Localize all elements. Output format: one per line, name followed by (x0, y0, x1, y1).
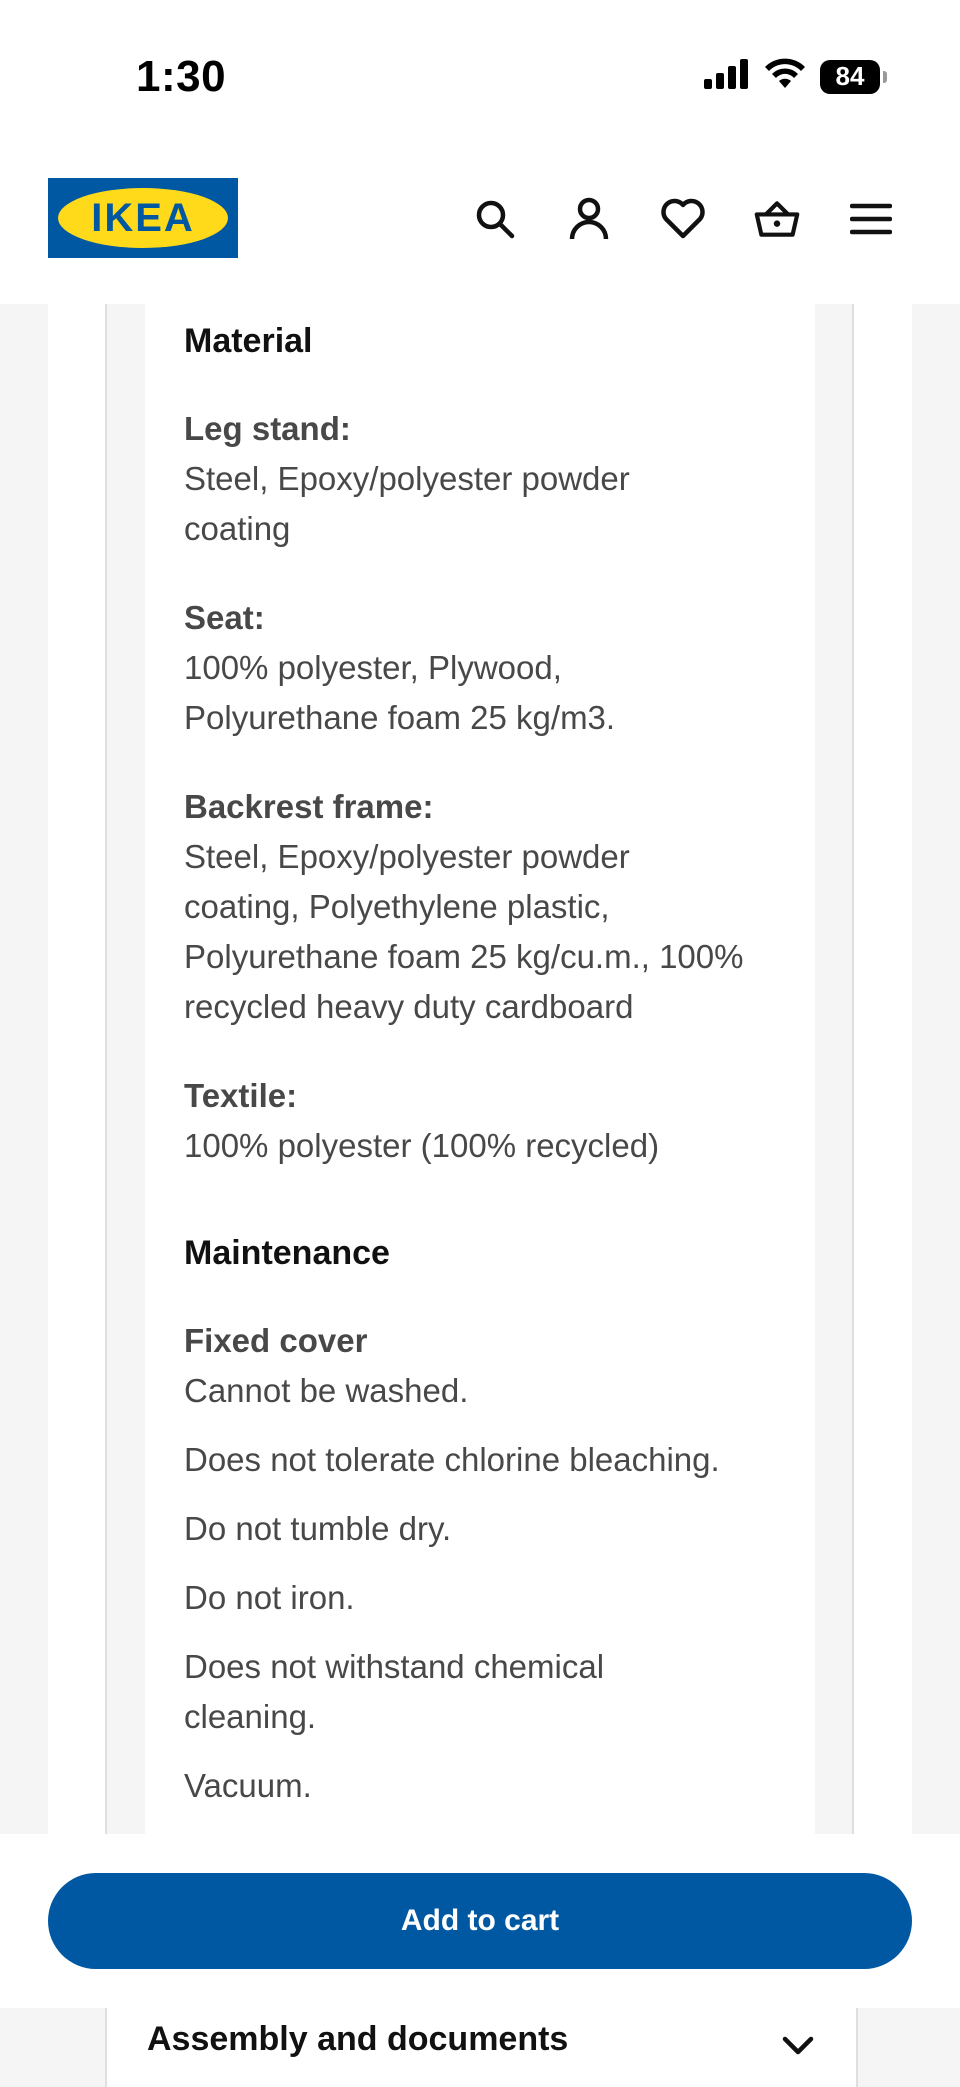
maintenance-line: Do not iron. (184, 1579, 355, 1616)
shopping-basket-icon[interactable] (754, 196, 800, 242)
maintenance-line: Vacuum. (184, 1767, 312, 1804)
material-value-line: Steel, Epoxy/polyester powder (184, 460, 630, 497)
favorites-heart-icon[interactable] (660, 196, 706, 242)
search-icon[interactable] (472, 196, 518, 242)
ikea-logo[interactable] (48, 178, 238, 258)
maintenance-line: cleaning. (184, 1698, 317, 1735)
wifi-icon (764, 58, 806, 95)
maintenance-line: Do not tumble dry. (184, 1510, 452, 1547)
accordion-area (0, 2008, 960, 2087)
material-value-line: coating, Polyethylene plastic, (184, 888, 610, 925)
material-heading: Material (184, 322, 313, 360)
header-nav (472, 196, 894, 242)
assembly-documents-accordion[interactable] (105, 2008, 858, 2087)
maintenance-line: Cannot be washed. (184, 1372, 469, 1409)
maintenance-heading: Maintenance (184, 1234, 390, 1272)
add-to-cart-button[interactable]: Add to cart (48, 1873, 912, 1969)
material-value-line: 100% polyester, Plywood, (184, 649, 562, 686)
panel-gutter-left (107, 304, 145, 1834)
chevron-down-icon[interactable] (778, 2026, 818, 2066)
accordion-title: Assembly and documents (147, 2020, 569, 2058)
material-value-line: 100% polyester (100% recycled) (184, 1127, 660, 1164)
status-indicators (704, 58, 880, 95)
product-details-content (0, 304, 960, 1834)
logo-oval (58, 188, 228, 248)
maintenance-line: Does not withstand chemical (184, 1648, 605, 1685)
maintenance-line: Does not tolerate chlorine bleaching. (184, 1441, 720, 1478)
status-time: 1:30 (136, 52, 227, 101)
material-label-leg-stand: Leg stand: (184, 410, 351, 447)
logo-text: IKEA (91, 195, 195, 240)
material-value-line: Steel, Epoxy/polyester powder (184, 838, 630, 875)
material-value-line: Polyurethane foam 25 kg/m3. (184, 699, 616, 736)
material-value-line: Polyurethane foam 25 kg/cu.m., 100% (184, 938, 744, 975)
panel-gutter-right (815, 304, 852, 1834)
material-label-backrest-frame: Backrest frame: (184, 788, 434, 825)
account-icon[interactable] (566, 196, 612, 242)
battery-level: 84 (835, 61, 865, 91)
cellular-signal-icon (704, 59, 750, 94)
maintenance-subtitle: Fixed cover (184, 1322, 368, 1359)
material-label-textile: Textile: (184, 1077, 298, 1114)
panel-divider-right (852, 304, 854, 1834)
status-bar (0, 0, 960, 150)
sticky-cart-bar (0, 1834, 960, 2008)
site-header (0, 150, 960, 304)
menu-icon[interactable] (848, 196, 894, 242)
battery-icon (820, 60, 880, 94)
material-value-line: recycled heavy duty cardboard (184, 988, 634, 1025)
material-label-seat: Seat: (184, 599, 265, 636)
material-value-line: coating (184, 510, 291, 547)
